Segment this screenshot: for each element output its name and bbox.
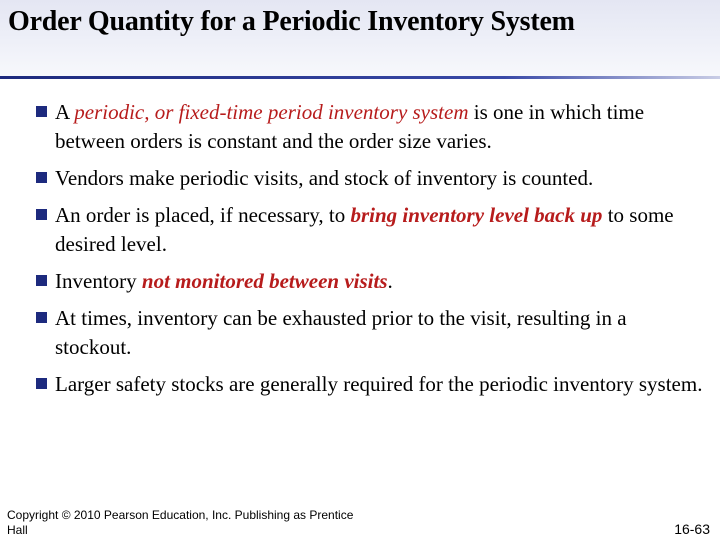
- bullet-emphasis: not monitored between visits: [141, 269, 388, 293]
- bullet-list: [36, 98, 704, 407]
- square-bullet-icon: [36, 378, 47, 389]
- square-bullet-icon: [36, 106, 47, 117]
- bullet-item: [36, 370, 704, 399]
- bullet-text: Larger safety stocks are generally required for the periodic inventory system.: [55, 372, 703, 396]
- bullet-text: to some desired level.: [55, 203, 674, 256]
- square-bullet-icon: [36, 275, 47, 286]
- page-number: 16-63: [674, 521, 710, 537]
- bullet-emphasis: bring inventory level back up: [350, 203, 603, 227]
- bullet-text: .: [387, 269, 393, 293]
- bullet-text: At times, inventory can be exhausted prior to the visit, resulting in a stockout.: [55, 306, 627, 359]
- square-bullet-icon: [36, 209, 47, 220]
- bullet-text: Inventory: [55, 269, 142, 293]
- slide-header: [0, 0, 720, 76]
- bullet-emphasis: periodic, or fixed-time period inventory system: [74, 100, 469, 124]
- bullet-item: [36, 98, 704, 156]
- square-bullet-icon: [36, 172, 47, 183]
- bullet-text: Vendors make periodic visits, and stock of inventory is counted.: [55, 166, 594, 190]
- bullet-text: A: [55, 100, 75, 124]
- copyright-notice: Copyright © 2010 Pearson Education, Inc. Publishing as Prentice Hall: [7, 508, 354, 537]
- bullet-text: is one in which time between orders is constant and the order size varies.: [55, 100, 645, 153]
- square-bullet-icon: [36, 312, 47, 323]
- bullet-item: [36, 267, 704, 296]
- header-divider: [0, 76, 720, 79]
- bullet-item: [36, 164, 704, 193]
- bullet-item: [36, 201, 704, 259]
- bullet-text: An order is placed, if necessary, to: [55, 203, 351, 227]
- slide-title: Order Quantity for a Periodic Inventory System: [8, 6, 575, 37]
- bullet-item: [36, 304, 704, 362]
